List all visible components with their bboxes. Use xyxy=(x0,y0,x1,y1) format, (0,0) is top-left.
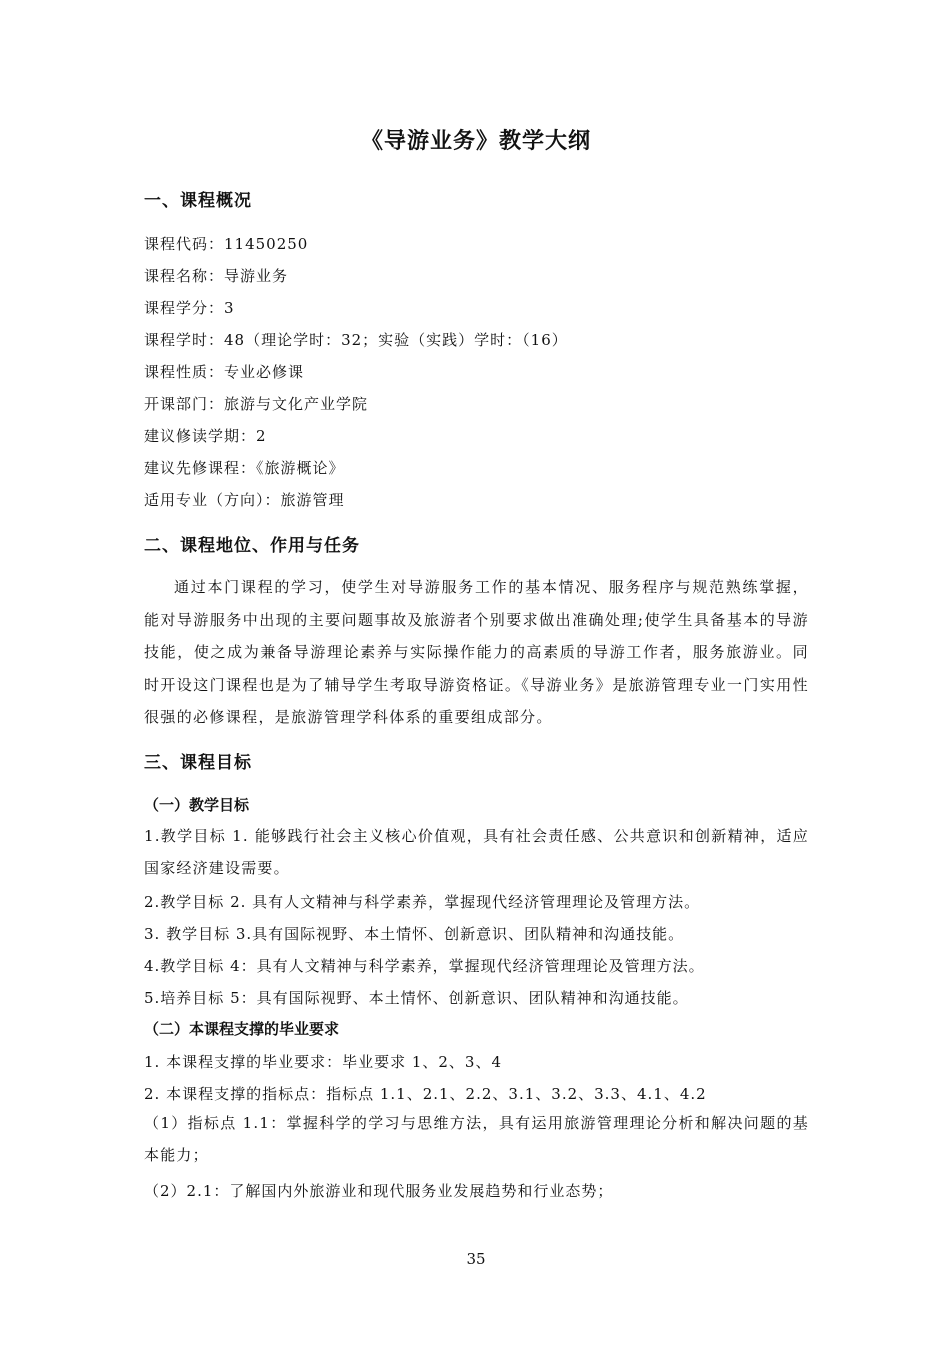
indicator-point-1-1: （1）指标点 1.1：掌握科学的学习与思维方法，具有运用旅游管理理论分析和解决问题的基本能力； xyxy=(144,1114,809,1164)
applicable-major: 适用专业（方向）：旅游管理 xyxy=(144,491,345,509)
prerequisite-course: 建议先修课程：《旅游概论》 xyxy=(144,459,345,477)
graduation-requirement-2: 2. 本课程支撑的指标点：指标点 1.1、2.1、2.2、3.1、3.2、3.3、4.1、4.2 xyxy=(144,1085,707,1103)
page-number: 35 xyxy=(466,1250,486,1268)
course-code: 课程代码：11450250 xyxy=(144,235,309,253)
teaching-goal-5: 5.培养目标 5：具有国际视野、本土情怀、创新意识、团队精神和沟通技能。 xyxy=(144,989,689,1007)
teaching-goal-1: 1.教学目标 1. 能够践行社会主义核心价值观，具有社会责任感、公共意识和创新精神，适应国家经济建设需要。 xyxy=(144,827,809,877)
document-title: 《导游业务》教学大纲 xyxy=(360,128,591,154)
section-3-heading: 三、课程目标 xyxy=(144,753,252,773)
course-nature: 课程性质：专业必修课 xyxy=(144,363,305,381)
teaching-goal-3: 3. 教学目标 3.具有国际视野、本土情怀、创新意识、团队精神和沟通技能。 xyxy=(144,925,685,943)
offering-department: 开课部门：旅游与文化产业学院 xyxy=(144,395,369,413)
teaching-goal-4: 4.教学目标 4：具有人文精神与科学素养，掌握现代经济管理理论及管理方法。 xyxy=(144,957,705,975)
section-2-paragraph: 通过本门课程的学习，使学生对导游服务工作的基本情况、服务程序与规范熟练掌握，能对导游服务中出现的主要问题事故及旅游者个别要求做出准确处理;使学生具备基本的导游技能，使之成为兼备导游理论素养与实际操作能力的高素质的导游工作者，服务旅游业。同时开设这门课程也是为了辅导学生考取导游资格证。《导游业务》是旅游管理专业一门实用性很强的必修课程，是旅游管理学科体系的重要组成部分。 xyxy=(144,578,809,726)
course-name: 课程名称：导游业务 xyxy=(144,267,289,285)
course-hours: 课程学时：48（理论学时：32；实验（实践）学时：（16） xyxy=(144,331,568,349)
course-credits: 课程学分：3 xyxy=(144,299,235,317)
section-2-heading: 二、课程地位、作用与任务 xyxy=(144,536,360,556)
suggested-semester: 建议修读学期：2 xyxy=(144,427,267,445)
teaching-goals-heading: （一）教学目标 xyxy=(144,796,250,814)
section-1-heading: 一、课程概况 xyxy=(144,191,252,211)
graduation-requirement-1: 1. 本课程支撑的毕业要求：毕业要求 1、2、3、4 xyxy=(144,1053,503,1071)
graduation-requirements-heading: （二）本课程支撑的毕业要求 xyxy=(144,1020,340,1038)
indicator-point-2-1: （2）2.1：了解国内外旅游业和现代服务业发展趋势和行业态势； xyxy=(144,1182,614,1200)
teaching-goal-2: 2.教学目标 2. 具有人文精神与科学素养，掌握现代经济管理理论及管理方法。 xyxy=(144,893,701,911)
